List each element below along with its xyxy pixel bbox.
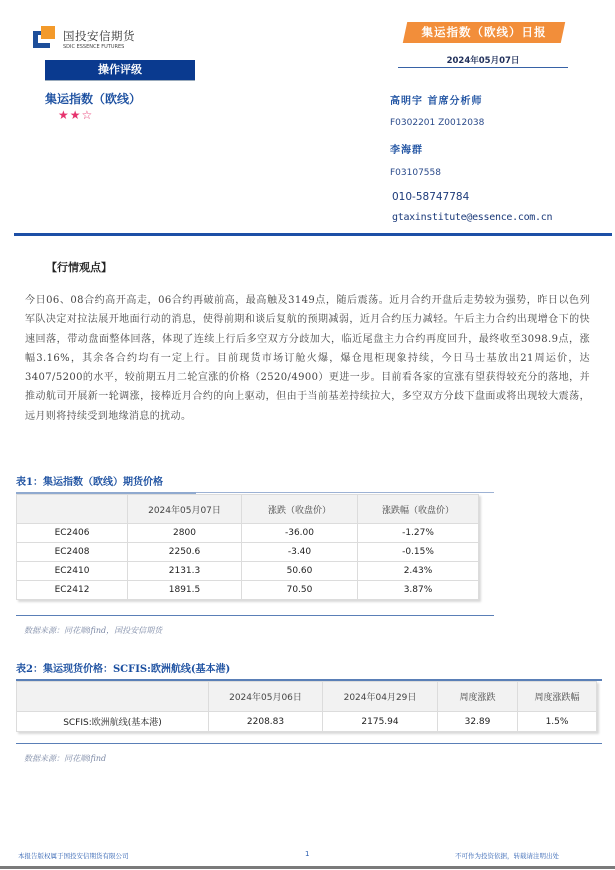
footer-disclaimer: 不可作为投资依据，转载请注明出处 bbox=[455, 852, 559, 860]
table2-header-0 bbox=[17, 682, 209, 712]
pct-change: -0.15% bbox=[358, 543, 479, 562]
close-price: 2131.3 bbox=[128, 562, 242, 581]
market-view-body: 今日06、08合约高开高走，06合约再破前高，最高触及3149点，随后震荡。近月合约开盘后走势较为强势，昨日以色列军队决定对拉法展开地面行动的消息，使得前期和谈后复航的预期减弱，近月合约压力减轻。午后主力合约出现增仓下的快速回落，带动盘面整体回落，体现了连续上行后多空双方分歧加大，临近尾盘主力合约再度回升，最终收至3098.9点，涨幅3.16%，其余各合约均有一定上行。目前现货市场订舱火爆，爆仓甩柜现象持续，今日马士基放出21周运价，达3407/5200的水平，较前期五月二轮宣涨的价格（2520/4900）更进一步。目前看各家的宣涨有望获得较充分的落地，并推动航司开展新一轮调涨，接棒近月合约的向上驱动，但由于当前基差持续拉大，多空双方分歧下盘面或将出现较大震荡，远月则将持续受到地缘消息的扰动。 bbox=[25, 295, 590, 422]
star-rating-icon: ★★☆ bbox=[58, 108, 94, 122]
table1-header-change: 涨跌（收盘价） bbox=[242, 495, 358, 524]
table2-header-date1: 2024年05月06日 bbox=[209, 682, 323, 712]
pct-change: 3.87% bbox=[358, 581, 479, 600]
table2-header-weekly-pct: 周度涨跌幅 bbox=[518, 682, 597, 712]
weekly-pct-change: 1.5% bbox=[518, 712, 597, 732]
table2-grid bbox=[16, 681, 597, 732]
logo-name-en: SDIC ESSENCE FUTURES bbox=[63, 44, 125, 50]
table-row bbox=[17, 524, 479, 543]
divider bbox=[16, 615, 494, 616]
price-change: -36.00 bbox=[242, 524, 358, 543]
report-title-banner bbox=[405, 22, 563, 43]
divider bbox=[398, 67, 568, 68]
analyst-cert: F0302201 Z0012038 bbox=[390, 118, 485, 128]
close-price: 2250.6 bbox=[128, 543, 242, 562]
divider bbox=[196, 492, 494, 493]
logo-name-cn: 国投安信期货 bbox=[63, 29, 135, 43]
footer-copyright: 本报告版权属于国投安信期货有限公司 bbox=[18, 852, 129, 860]
page-number: 1 bbox=[305, 850, 310, 858]
rating-label: 操作评级 bbox=[45, 60, 195, 81]
table2-caption: 表2：集运现货价格：SCFIS:欧洲航线(基本港) bbox=[16, 664, 231, 675]
table-row bbox=[17, 581, 479, 600]
table1-caption: 表1：集运指数（欧线）期货价格 bbox=[16, 477, 163, 488]
table-row bbox=[17, 712, 597, 732]
table1-grid bbox=[16, 494, 479, 600]
contract-code: EC2408 bbox=[17, 543, 128, 562]
spot-price-table bbox=[16, 681, 597, 732]
section-heading: 【行情观点】 bbox=[46, 261, 112, 274]
price-change: 50.60 bbox=[242, 562, 358, 581]
futures-price-table-grid bbox=[16, 494, 479, 600]
price-change: 70.50 bbox=[242, 581, 358, 600]
analyst-cert: F03107558 bbox=[390, 168, 441, 178]
footer-divider bbox=[0, 866, 615, 869]
company-logo bbox=[33, 26, 143, 52]
table-row bbox=[17, 543, 479, 562]
report-date: 2024年05月07日 bbox=[446, 56, 520, 66]
contact-phone: 010-58747784 bbox=[392, 191, 470, 203]
weekly-change: 32.89 bbox=[438, 712, 518, 732]
table1-header-date: 2024年05月07日 bbox=[128, 495, 242, 524]
logo-mark-icon bbox=[33, 26, 55, 48]
value-previous: 2175.94 bbox=[323, 712, 438, 732]
table1-source: 数据来源：同花顺ifind，国投安信期货 bbox=[24, 626, 163, 635]
pct-change: -1.27% bbox=[358, 524, 479, 543]
close-price: 2800 bbox=[128, 524, 242, 543]
divider bbox=[16, 743, 602, 744]
contact-email[interactable]: gtaxinstitute@essence.com.cn bbox=[392, 212, 553, 223]
report-title: 集运指数（欧线）日报 bbox=[421, 25, 547, 39]
analyst-name: 高明宇 首席分析师 bbox=[390, 96, 483, 107]
close-price: 1891.5 bbox=[128, 581, 242, 600]
contract-code: EC2406 bbox=[17, 524, 128, 543]
rated-product: 集运指数（欧线） bbox=[45, 92, 142, 106]
price-change: -3.40 bbox=[242, 543, 358, 562]
table2-header-weekly-change: 周度涨跌 bbox=[438, 682, 518, 712]
table1-header-0 bbox=[17, 495, 128, 524]
contract-code: EC2412 bbox=[17, 581, 128, 600]
analyst-name: 李海群 bbox=[390, 145, 423, 156]
table1-header-pct: 涨跌幅（收盘价） bbox=[358, 495, 479, 524]
value-current: 2208.83 bbox=[209, 712, 323, 732]
pct-change: 2.43% bbox=[358, 562, 479, 581]
contract-code: EC2410 bbox=[17, 562, 128, 581]
table-row bbox=[17, 562, 479, 581]
table2-source: 数据来源：同花顺ifind bbox=[24, 754, 107, 763]
header-divider bbox=[14, 233, 612, 236]
index-name: SCFIS:欧洲航线(基本港) bbox=[17, 712, 209, 732]
table2-header-date2: 2024年04月29日 bbox=[323, 682, 438, 712]
